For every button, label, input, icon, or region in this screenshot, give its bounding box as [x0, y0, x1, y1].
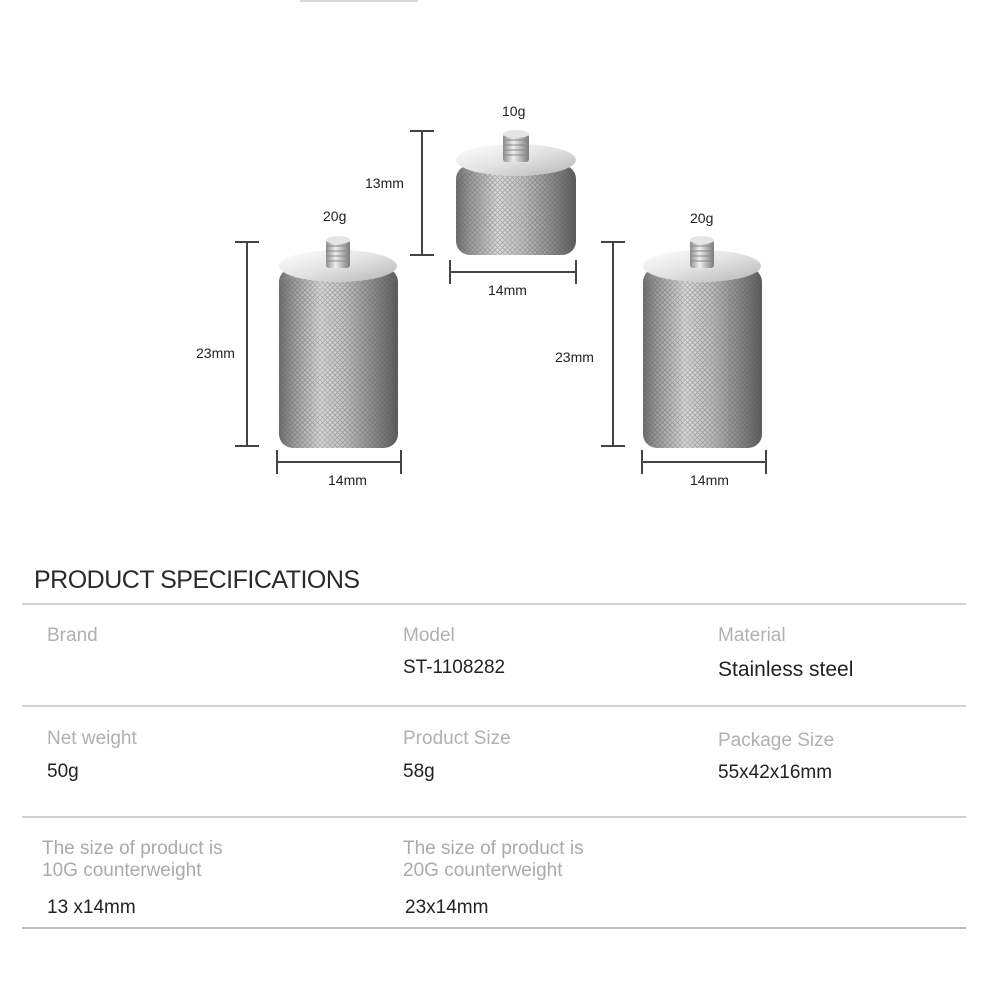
spec-label-material: Material: [718, 625, 786, 646]
note-label-10g-line1: The size of product is: [42, 838, 223, 859]
spec-value-net-weight: 50g: [47, 761, 79, 782]
note-value-20g: 23x14mm: [405, 897, 489, 918]
weight-label-20g-right: 20g: [690, 210, 714, 226]
height-label-20g-left: 23mm: [196, 345, 235, 361]
note-value-10g: 13 x14mm: [47, 897, 136, 918]
note-label-10g-line2: 10G counterweight: [42, 860, 202, 881]
spec-label-model: Model: [403, 625, 455, 646]
spec-divider-2: [22, 816, 966, 818]
width-label-20g-right: 14mm: [690, 472, 729, 488]
width-label-20g-left: 14mm: [328, 472, 367, 488]
spec-divider-bottom: [22, 927, 966, 929]
height-label-10g: 13mm: [365, 175, 404, 191]
spec-label-brand: Brand: [47, 625, 98, 646]
counterweight-20g-right: [643, 236, 762, 448]
spec-divider-top: [22, 603, 966, 605]
height-label-20g-right: 23mm: [555, 349, 594, 365]
spec-divider-1: [22, 705, 966, 707]
spec-label-product-size: Product Size: [403, 728, 511, 749]
note-label-20g: [403, 838, 703, 882]
spec-value-model: ST-1108282: [403, 657, 506, 678]
note-label-10g: [42, 838, 342, 882]
spec-value-package-size: 55x42x16mm: [718, 762, 833, 783]
spec-value-product-size: 58g: [403, 761, 435, 782]
spec-label-package-size: Package Size: [718, 730, 835, 751]
weight-label-10g: 10g: [502, 103, 526, 119]
width-label-10g: 14mm: [488, 282, 527, 298]
spec-value-material: Stainless steel: [718, 658, 854, 681]
specifications-title: PRODUCT SPECIFICATIONS: [34, 566, 360, 594]
spec-label-net-weight: Net weight: [47, 728, 137, 749]
weight-label-20g-left: 20g: [323, 208, 347, 224]
counterweight-20g-left: [279, 236, 398, 448]
note-label-20g-line2: 20G counterweight: [403, 860, 563, 881]
note-label-20g-line1: The size of product is: [403, 838, 584, 859]
counterweight-10g: [456, 130, 576, 255]
